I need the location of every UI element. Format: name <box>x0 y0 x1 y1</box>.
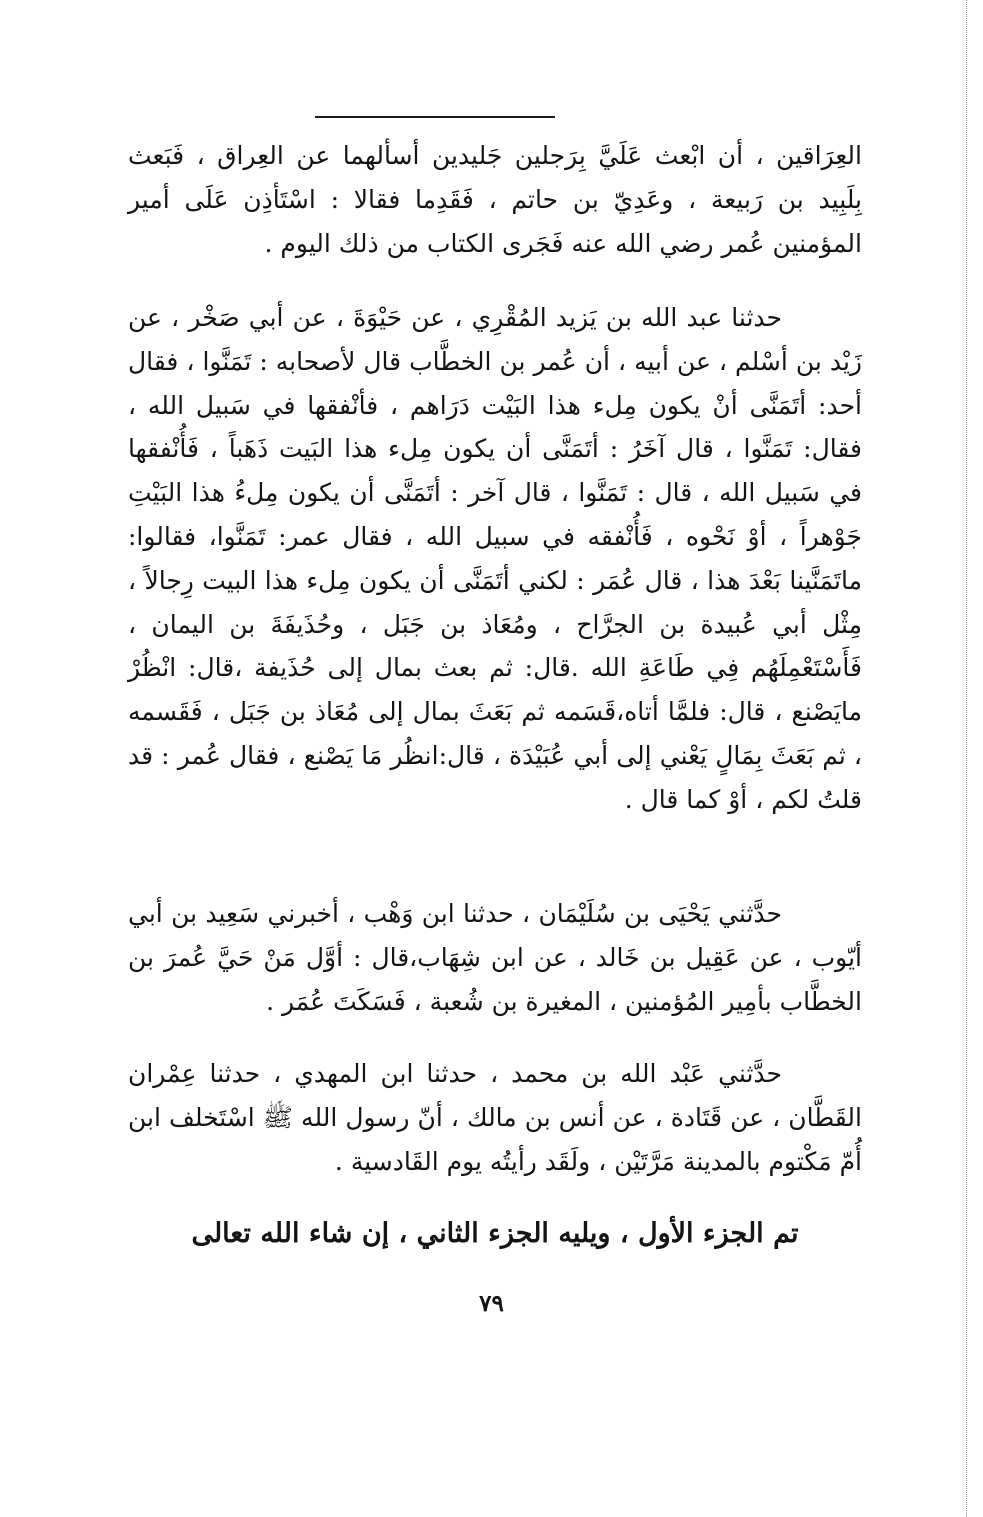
page-number: ٧٩ <box>479 1290 504 1317</box>
paragraph-1: العِرَاقين ، أن ابْعث عَلَيَّ بِرَجلين جَليدين أسألهما عن العِراق ، فَبَعث بِلَبِيد بن رَبيعة ، وعَدِيّ بن حاتم ، فَقَدِما فقالا : اسْتَأذِن عَلَى أمير المؤمنين عُمر رضي الله عنه فَجَرى الكتاب من ذلك اليوم . <box>128 141 862 258</box>
header-rule <box>315 116 555 118</box>
closing-line: تم الجزء الأول ، ويليه الجزء الثاني ، إن شاء الله تعالى <box>191 1218 799 1249</box>
paragraph-3: حدَّثني يَحْيَى بن سُلَيْمَان ، حدثنا ابن وَهْب ، أخبرني سَعِيد بن أبي أيّوب ، عن عَقِيل بن خَالد ، عن ابن شِهَاب،قال : أوَّل مَنْ حَيَّ عُمرَ بن الخطَّاب بأمِير المُؤمنين ، المغيرة بن شُعبة ، فَسَكَتَ عُمَر . <box>128 899 862 1016</box>
paragraph-2: حدثنا عبد الله بن يَزيد المُقْرِي ، عن حَيْوَةَ ، عن أبي صَخْر ، عن زَيْد بن أسْلم ، عن أبيه ، أن عُمر بن الخطَّاب قال لأصحابه : تَمَنَّوا ، فقال أحد: أتَمَنَّى أنْ يكون مِلء هذا البَيْت دَرَاهم ، فأنْفقها في سَبيل الله ، فقال: تَمَنَّوا ، قال آخَرُ : أتَمَنَّى أن يكون مِلء هذا البَيت ذَهَباً ، فَأُنْفقها في سَبيل الله ، قال : تَمَنَّوا ، قال آخر : أتَمَنَّى أن يكون مِلءُ هذا البَيْتِ جَوْهراً ، أوْ نَحْوه ، فَأُنْفقه في سبيل الله ، فقال عمر: تَمَنَّوا، فقالوا: ماتَمَنَّينا بَعْدَ هذا ، قال عُمَر : لكني أتَمَنَّى أن يكون مِلء هذا البيت رِجالاً ، مِثْل أبي عُبيدة بن الجرَّاح ، ومُعَاذ بن جَبَل ، وحُذَيفَةَ بن اليمان ، فَأَسْتَعْمِلَهُم فِي طَاعَةِ الله .قال: ثم بعث بمال إلى حُذَيفة ،قال: انْظُرْ مايَصْنع ، قال: فلمَّا أتاه،قَسَمه ثم بَعَثَ بمال إلى مُعَاذ بن جَبَل ، فَقَسمه ، ثم بَعَثَ بِمَالٍ يَعْني إلى أبي عُبَيْدَة ، قال:انظُر مَا يَصْنع ، فقال عُمر : قد قلتُ لكم ، أوْ كما قال . <box>128 303 862 814</box>
paragraph-4: حدَّثني عَبْد الله بن محمد ، حدثنا ابن المهدي ، حدثنا عِمْران القَطَّان ، عن قَتَادة ، عن أنس بن مالك ، أنّ رسول الله ﷺ اسْتَخلف ابن أُمّ مَكْتوم بالمدينة مَرَّتَيْن ، ولَقَد رأيتُه يوم القَادسية . <box>128 1059 862 1176</box>
